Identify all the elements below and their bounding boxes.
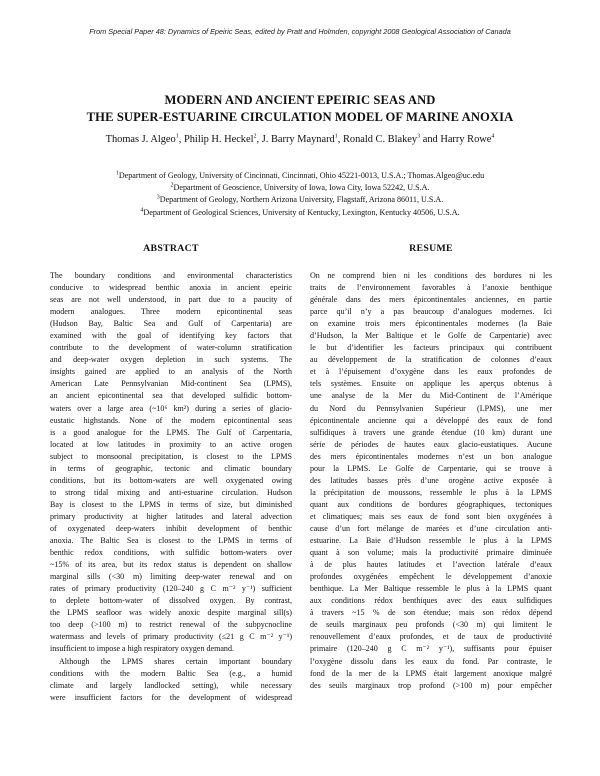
author-affiliation-mark: 1 <box>334 133 338 140</box>
abstract-line: seas are not well understood, in part due to a paucity of <box>50 295 292 305</box>
affiliation-text: Department of Geological Sciences, University of Kentucky, Lexington, Kentucky 40506, U.S.A. <box>143 207 460 217</box>
affiliation <box>0 170 600 182</box>
affiliation-text: Department of Geology, Northern Arizona University, Flagstaff, Arizona 86011, U.S.A. <box>159 195 444 205</box>
title-line-2: THE SUPER-ESTUARINE CIRCULATION MODEL OF MARINE ANOXIA <box>86 110 514 124</box>
author-affiliation-mark: 2 <box>253 133 257 140</box>
resume-line: On ne comprend bien ni les conditions des bordures ni les <box>310 271 552 280</box>
abstract-line: climate and largely landlocked setting), while necessary <box>50 680 292 690</box>
author-separator: and <box>420 134 441 145</box>
abstract-line: conditions with the modern Baltic Sea (e.g., a humid <box>50 668 292 678</box>
abstract-line: subject to monsoonal precipitation, is closest to the LPMS <box>50 451 292 461</box>
author-separator: , <box>256 134 262 145</box>
affiliation-text: Department of Geology, University of Cincinnati, Cincinnati, Ohio 45221-0013, U.S.A.; Thomas.Algeo@uc.edu <box>118 171 485 180</box>
abstract-line: eustatic highstands. None of the modern epicontinental seas <box>50 415 292 425</box>
resume-line: générale dans des mers épicontinentales anciennes, en partie <box>310 295 552 305</box>
abstract-line: (Hudson Bay, Baltic Sea and Gulf of Carpentaria) are <box>50 319 292 329</box>
resume-line: la précipitation de moussons, ressemble le plus à la LPMS <box>310 487 552 497</box>
resume-line: épicontinentale ancienne qui a développé des eaux de fond <box>310 415 552 425</box>
resume-line: profondes oxygénées empêchent le développement d’anoxie <box>310 572 552 582</box>
abstract-line: to strong tidal mixing and anti-estuarine circulation. Hudson <box>50 487 292 497</box>
resume-line: fond de la mer de la LPMS était largement anoxique malgré <box>310 668 552 678</box>
author-affiliation-mark: 4 <box>491 133 495 140</box>
abstract-line: modern analogues. Three modern epicontinental seas <box>50 307 292 317</box>
author-affiliation-mark: 3 <box>417 133 421 140</box>
author-name: Philip H. Heckel <box>183 134 254 145</box>
resume-column <box>310 243 552 692</box>
resume-line: estuarine. La Baie d’Hudson ressemble le plus à la LPMS <box>310 536 552 546</box>
abstract-line: benthic redox conditions, with sulfidic bottom-waters over <box>50 548 292 558</box>
affiliation-mark: 1 <box>115 170 119 177</box>
resume-line: du Nord du Pennsylvanien Supérieur (LPMS), une mer <box>310 403 552 413</box>
abstract-line: were insufficient factors for the development of widespread <box>50 692 292 702</box>
author-name: Harry Rowe <box>440 134 492 145</box>
abstract-line: the LPMS seafloor was widely anoxic despite marginal sill(s) <box>50 608 292 618</box>
resume-line: des seuils marginaux trop profond (>100 m) pour empêcher <box>310 680 552 690</box>
abstract-line: of oxygenated deep-waters inhibit development of benthic <box>50 523 292 533</box>
abstract-line: conducive to widespread benthic anoxia in ancient epeiric <box>50 283 292 293</box>
affiliation <box>0 207 600 219</box>
resume-line: quant à son volume; mais la productivité primaire diminuée <box>310 548 552 558</box>
abstract-line: is a good analogue for the LPMS. The Gulf of Carpentaria, <box>50 427 292 437</box>
author-separator: , <box>337 134 343 145</box>
resume-line: le but d’identifier les facteurs principaux qui contribuent <box>310 343 552 353</box>
resume-line: et à l’épuisement d’oxygène dans les eaux profondes de <box>310 367 552 377</box>
resume-line: des mers épicontinentales modernes n’est un bon analogue <box>310 451 552 461</box>
abstract-line: watermass and levels of primary productivity (≤21 g C m⁻² y⁻¹) <box>50 632 292 642</box>
resume-line: à travers ~15 % de son étendue; mais son rédox dépend <box>310 608 552 618</box>
abstract-line: Bay is closest to the LPMS in terms of size, but diminished <box>50 499 292 509</box>
abstract-line: to deplete bottom-water of dissolved oxygen. By contrast, <box>50 596 292 606</box>
resume-text <box>310 270 552 692</box>
abstract-line: ~15% of its area, but its redox status is dependent on shallow <box>50 560 292 570</box>
resume-line: on examine trois mers épicontinentales modernes (la Baie <box>310 319 552 329</box>
abstract-line: in terms of geographic, tectonic and climatic boundary <box>50 463 292 473</box>
abstract-line: an ancient epicontinental sea that developed sulfidic bottom- <box>50 391 292 401</box>
abstract-line: The boundary conditions and environmental characteristics <box>50 271 292 280</box>
resume-line: cause d’un fort mélange de marées et d’une circulation anti- <box>310 523 552 533</box>
affiliation-mark: 3 <box>156 194 160 201</box>
abstract-line: examined with the goal of identifying key factors that <box>50 331 292 341</box>
affiliation-mark: 2 <box>170 182 174 189</box>
affiliation <box>0 194 600 206</box>
abstract-line: primary productivity at higher latitudes and lateral advection <box>50 511 292 521</box>
resume-line: des latitudes basses près d’une orogène active exposée à <box>310 475 552 485</box>
abstract-line: located at low latitudes in proximity to an active orogen <box>50 439 292 449</box>
author-name: Ronald C. Blakey <box>342 134 418 145</box>
resume-line: traits de l’environnement favorables à l’anoxie benthique <box>310 283 552 293</box>
abstract-line: waters over a large area (~10⁶ km²) during a series of glacio- <box>50 403 292 413</box>
author-affiliation-mark: 1 <box>175 133 179 140</box>
resume-line: primaire (120–240 g C m⁻² y⁻¹), suffisants pour épuiser <box>310 644 552 654</box>
resume-line: renouvellement d’eaux profondes, et de taux de productivité <box>310 632 552 642</box>
abstract-line: anoxia. The Baltic Sea is closest to the LPMS in terms of <box>50 536 292 546</box>
abstract-line: conditions, but its bottom-waters are well oxygenated owing <box>50 475 292 485</box>
resume-line: une analyse de la Mer du Mid-Continent de l’Amérique <box>310 391 552 401</box>
author-separator: , <box>178 134 184 145</box>
abstract-line: too deep (>100 m) to restrict renewal of the subpycnocline <box>50 620 292 630</box>
resume-line: et climatiques; mais ses eaux de fond sont bien oxygénées à <box>310 511 552 521</box>
author-name: J. Barry Maynard <box>261 134 335 145</box>
abstract-text <box>50 270 292 704</box>
abstract-heading: ABSTRACT <box>143 243 199 254</box>
author-name: Thomas J. Algeo <box>105 134 176 145</box>
affiliation-list <box>0 170 600 219</box>
abstract-line: Although the LPMS shares certain important boundary <box>59 656 292 666</box>
resume-line: l’oxygène dissolu dans les eaux du fond. Par contraste, le <box>310 656 552 666</box>
abstract-line: insufficient to impose a high respiratory oxygen demand. <box>50 644 234 654</box>
abstract-line: marginal sills (<30 m) limiting deep-water renewal and on <box>50 572 292 582</box>
paper-title <box>0 92 600 126</box>
affiliation-text: Department of Geoscience, University of Iowa, Iowa City, Iowa 52242, U.S.A. <box>173 183 430 193</box>
resume-line: de seuils marginaux peu profonds (<30 m) qui limitent le <box>310 620 552 630</box>
resume-line: au développement de la stratification de colonnes d’eaux <box>310 355 552 365</box>
resume-line: tels systèmes. Ensuite on applique les aperçus obtenus à <box>310 379 552 389</box>
resume-line: quant aux conditions de bordures géographiques, tectoniques <box>310 499 552 509</box>
resume-line: parce qu’il n’y a pas beaucoup d’analogues modernes. Ici <box>310 307 552 317</box>
resume-line: benthique. La Mer Baltique ressemble le plus à la LPMS quant <box>310 584 552 594</box>
abstract-line: insights gained are applied to an analysis of the North <box>50 367 292 377</box>
abstract-line: American Late Pennsylvanian Mid-continent Sea (LPMS), <box>50 379 292 389</box>
resume-line: sulfidiques à travers une grande étendue (10 km) durant une <box>310 427 552 437</box>
affiliation <box>0 182 600 194</box>
resume-line: à de plus hautes latitudes et l’avection latérale d’eaux <box>310 560 552 570</box>
resume-line: d’Hudson, la Mer Baltique et le Golfe de Carpentarie) avec <box>310 331 552 341</box>
abstract-line: contribute to the development of water-column stratification <box>50 343 292 353</box>
abstract-column <box>50 243 292 704</box>
header-note: From Special Paper 48: Dynamics of Epeiric Seas, edited by Pratt and Holmden, copyright 2008 Geological Association of Canada <box>89 27 511 36</box>
abstract-line: and deep-water oxygen depletion in such systems. The <box>50 355 292 365</box>
resume-line: pour la LPMS. Le Golfe de Carpentarie, qui se trouve à <box>310 463 552 473</box>
resume-line: aux conditions rédox benthiques avec des eaux sulfidiques <box>310 596 552 606</box>
title-line-1: MODERN AND ANCIENT EPEIRIC SEAS AND <box>164 93 436 107</box>
author-list <box>0 134 600 145</box>
resume-heading: RESUME <box>409 243 453 254</box>
affiliation-mark: 4 <box>140 206 144 213</box>
resume-line: série de périodes de hautes eaux glacio-eustatiques. Aucune <box>310 439 552 449</box>
abstract-line: rates of primary productivity (120–240 g C m⁻² y⁻¹) sufficient <box>50 584 292 594</box>
